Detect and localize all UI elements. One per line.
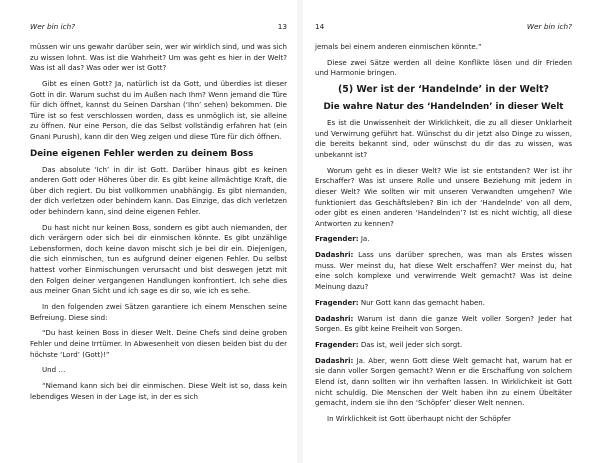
speaker-label: Fragender: <box>315 339 359 349</box>
dialogue-text: Das ist, weil jeder sich sorgt. <box>360 339 463 349</box>
dialogue-line <box>315 314 572 335</box>
left-page-number: 13 <box>277 22 287 31</box>
speaker-label: Dadashri: <box>315 250 354 260</box>
paragraph: jemals bei einem anderen einmischen könnte.” <box>315 42 482 51</box>
paragraph: Es ist die Unwissenheit der Wirklichkeit, die zu all dieser Unklarheit und Verwirrung geführt hat. Wünschst du dir jetzt also Dinge zu wissen, die bereits bekannt sind, oder wünschst du dir das zu wissen, was unbekannt ist? <box>315 118 572 159</box>
dialogue-text: Ja. <box>360 234 370 244</box>
dialogue-line <box>315 340 572 351</box>
speaker-label: Dadashri: <box>315 313 354 323</box>
section-heading: Deine eigenen Fehler werden zu deinem Boss <box>30 148 254 159</box>
left-body-text <box>30 42 287 402</box>
quote-paragraph: “Niemand kann sich bei dir einmischen. Diese Welt ist so, dass kein lebendiges Wesen in der Lage ist, in der es sich <box>30 381 287 401</box>
dialogue-line <box>315 298 572 309</box>
dialogue-text: Nur Gott kann das gemacht haben. <box>360 297 486 307</box>
paragraph: In Wirklichkeit ist Gott überhaupt nicht der Schöpfer <box>327 413 511 423</box>
dialogue-line <box>315 250 572 292</box>
right-running-head <box>315 22 572 34</box>
right-page <box>303 0 600 463</box>
chapter-subtitle: Die wahre Natur des ‘Handelnden’ in dieser Welt <box>323 102 564 113</box>
paragraph: Und … <box>42 365 66 375</box>
paragraph: In den folgenden zwei Sätzen garantiere ich einem Menschen seine Befreiung. Diese sind: <box>30 302 287 322</box>
left-running-title: Wer bin ich? <box>30 22 76 31</box>
paragraph: Gibt es einen Gott? Ja, natürlich ist da Gott, und überdies ist dieser Gott in dir. Warum suchst du im Außen nach Ihm? Wenn jemand die Türe für dich öffnet, kannst du Seinen Darshan (‘Ihn’ sehen) bekommen. Die Türe ist so fest verschlossen worden, dass es unmöglich ist, sie alleine zu öffnen. Nur eine Person, die das Selbst vollständig erfahren hat (ein Gnani Purush), kann dir den Weg zeigen und diese Türe für dich öffnen. <box>30 78 287 141</box>
paragraph: Diese zwei Sätze werden all deine Konflikte lösen und dir Frieden und Harmonie bringen. <box>315 57 572 78</box>
dialogue-text: Lass uns darüber sprechen, was man als Erstes wissen muss. Wer meinst du, hat diese Welt erschaffen? Wer meinst du, hat eine solch komplexe und verwirrende Welt gemacht? Was ist deine Meinung dazu? <box>315 250 572 292</box>
dialogue-text: Ja. Aber, wenn Gott diese Welt gemacht hat, warum hat er sie dann voller Sorgen gemacht? Wenn er die Erschaffung von solchem Elend ist, dann sollten wir ihn verhaften lassen. In Wirklichkeit ist Gott nicht schuldig. Die Menschen der Welt haben ihn zu einem Übeltäter gemacht, indem sie ihn den ‘Schöpfer’ dieser Welt nennen. <box>315 355 572 408</box>
paragraph: müssen wir uns gewahr darüber sein, wer wir wirklich sind, und was sich zu wissen lohnt. Was ist die Wahrheit? Um was geht es hier in der Welt? Was ist all das? Was oder wer ist Gott? <box>30 42 287 73</box>
right-running-title: Wer bin ich? <box>526 22 572 31</box>
left-running-head <box>30 22 287 34</box>
paragraph: Das absolute ‘Ich’ in dir ist Gott. Darüber hinaus gibt es keinen anderen Gott oder Höheres über dir. Es gibt keine allmächtige Kraft, die über dich regiert. Du bist vollkommen unabhängig. Es gibt niemanden, der dich verletzen oder behindern kann. Das Einzige, das dich verletzen oder behindern kann, sind deine eigenen Fehler. <box>30 164 287 216</box>
dialogue-text: Warum ist dann die ganze Welt voller Sorgen? Jeder hat Sorgen. Es gibt keine Freiheit von Sorgen. <box>315 313 572 334</box>
right-body-text <box>315 42 572 425</box>
chapter-title: (5) Wer ist der ‘Handelnde’ in der Welt? <box>338 84 549 96</box>
speaker-label: Dadashri: <box>315 355 354 365</box>
paragraph: Du hast nicht nur keinen Boss, sondern es gibt auch niemanden, der dich verärgern oder sich bei dir einmischen könnte. Es gibt unzählige Lebensformen, doch keine davon mischt sich je bei dir ein. Diejenigen, die sich einmischen, tun es aufgrund deiner eigenen Fehler. Du selbst hattest vorher Einmischungen verursacht und bist deswegen jetzt mit den Folgen deiner vergangenen Handlungen konfrontiert. Ich sehe dies aus meiner Gnan Sicht und ich sage es dir so, wie ich es sehe. <box>30 222 287 296</box>
speaker-label: Fragender: <box>315 234 359 244</box>
dialogue-line <box>315 356 572 409</box>
dialogue-line <box>315 234 572 245</box>
left-page <box>0 0 297 463</box>
quote-paragraph: “Du hast keinen Boss in dieser Welt. Deine Chefs sind deine groben Fehler und deine Irrtümer. In Abwesenheit von diesen beiden bist du der höchste ‘Lord’ (Gott)!” <box>30 328 287 359</box>
paragraph: Worum geht es in dieser Welt? Wie ist sie entstanden? Wer ist ihr Erschaffer? Was ist unsere Rolle und unsere Beziehung mit jedem in dieser Welt? Wie sollten wir mit unseren Verwandten umgehen? Wie funktioniert das Geschäftsleben? Bin ich der ‘Handelnde’ von all dem, oder gibt es einen anderen ‘Handelnden’? Ist es nicht wichtig, all diese Antworten zu kennen? <box>315 165 572 228</box>
right-page-number: 14 <box>315 22 325 31</box>
speaker-label: Fragender: <box>315 297 359 307</box>
